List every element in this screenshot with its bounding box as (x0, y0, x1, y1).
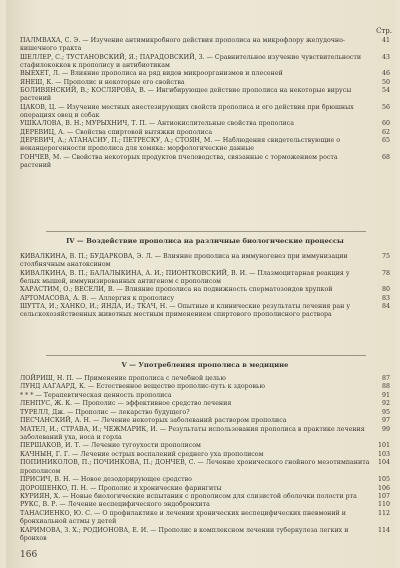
entry-title: Опытные и клинические результаты лечения ран у сельскохозяйственных животных местным применением спиртового прополисного раствора (20, 303, 351, 319)
entry-author: АРТОМАСОВА, А. В. — (20, 294, 97, 302)
entry-page: 68 (381, 153, 390, 161)
entry-page: 107 (377, 493, 390, 500)
entry-page: 41 (381, 37, 390, 44)
entry-page: 112 (377, 509, 390, 517)
toc-entry (20, 154, 390, 170)
entry-title: Прополис — лекарство будущего? (75, 408, 190, 416)
page-column-header: Стр. (376, 27, 392, 35)
section-v-entries (20, 375, 390, 543)
section-iv-entries (20, 253, 390, 320)
entry-title: Новое дезодорирующее средство (80, 476, 192, 484)
entry-title: Свойства спиртовой вытяжки прополиса (75, 128, 213, 136)
toc-entry (20, 295, 390, 303)
entry-page: 75 (381, 253, 390, 260)
entry-author: КИВАЛКИНА, В. П.; БУДАРКОВА, Э. Л. — (20, 253, 162, 260)
toc-entry (20, 409, 390, 417)
entry-page: 87 (381, 375, 390, 382)
entry-author: ЛОЙРИШ, Н. П. — (20, 375, 83, 382)
entry-page: 65 (381, 137, 390, 145)
entry-title: Лечение некоторых заболеваний раствором прополиса (101, 417, 287, 425)
entry-author: ЛУНД ААГААРД, К. — (20, 383, 95, 391)
entry-page: 62 (381, 128, 390, 136)
entry-title: Применение прополиса с лечебной целью (84, 375, 226, 382)
entry-page: 83 (381, 294, 390, 302)
book-page (6, 0, 396, 568)
entry-page: 103 (377, 450, 390, 458)
entry-author: ШУТТА, И.; ХАНКО, И.; ЯНДА, И.; ТКАЧ, Н. — (20, 303, 176, 311)
entry-author: ХАРАСТИМ, О.; ВЕСЕЛИ, В. — (20, 286, 123, 294)
entry-page: 46 (381, 70, 390, 78)
section-divider (46, 231, 366, 232)
section-divider (46, 355, 366, 356)
entry-page: 105 (377, 476, 390, 484)
entry-title: Прополис — эффективное средство лечения (82, 400, 232, 408)
entry-title: Результаты использования прополиса в практике лечения заболеваний уха, носа и горла (20, 425, 365, 441)
entry-author: ТУРЕЛЛ, Дж. — (20, 408, 74, 416)
toc-entry (20, 442, 390, 450)
entry-page: 50 (381, 78, 390, 86)
section-iv-title: IV — Воздействие прополиса на различные биологические процессы (66, 237, 344, 245)
toc-entry (20, 137, 390, 153)
entry-title: Аллергия к прополису (98, 294, 175, 302)
entry-page: 80 (381, 286, 390, 294)
entry-author: КАРИМОВА, З. Х.; РОДИОНОВА, Е. И. — (20, 526, 157, 534)
toc-entry (20, 79, 390, 87)
entry-page: 84 (381, 303, 390, 311)
entry-author: ЛЕНПУС, Ж. К. — (20, 400, 81, 408)
toc-entry (20, 459, 390, 475)
toc-entry (20, 87, 390, 103)
toc-entry (20, 120, 390, 128)
entry-page: 99 (381, 425, 390, 433)
toc-entry (20, 253, 390, 269)
entry-author: * * * — (20, 391, 42, 399)
entry-author: ЯНЕШ, К. — (20, 78, 62, 86)
toc-entry (20, 417, 390, 425)
page-number: 166 (20, 550, 38, 560)
section-3-entries (20, 37, 390, 170)
entry-title: Лечение острых воспалений среднего уха прополисом (80, 450, 264, 458)
entry-title: Естественное вещество прополис-путь к здоровью (96, 383, 265, 391)
entry-author: КУРИЯН, Х. — (20, 493, 69, 500)
entry-title: Лечение хронического гнойного мезотимпанита прополисом (20, 459, 370, 475)
entry-title: Изучение местных анестезирующих свойств прополиса и его действия при брюшных операциях овец и собак (20, 103, 354, 119)
entry-title: Лечение неспецифического эндобронхита (67, 501, 210, 509)
entry-author: ВЫЕХЕТ, Л. — (20, 70, 69, 78)
entry-title: Плазмоцитарная реакция у белых мышей, иммунизированных антигеном с прополисом (20, 269, 350, 285)
entry-author: УШКАЛОВА, В. Н.; МУРЫХНИЧ, Т. П. — (20, 120, 156, 128)
toc-entry (20, 286, 390, 294)
entry-page: 54 (381, 87, 390, 95)
entry-title: Влияние прополиса на подвижность сперматозоидов хрупкой (124, 286, 333, 294)
entry-title: О профилактике и лечении хронических неспецифических пневмоний и бронхиальной астмы у детей (20, 509, 346, 526)
toc-entry (20, 493, 390, 501)
entry-title: Прополис и хронические фарингиты (98, 484, 222, 492)
entry-page: 56 (381, 103, 390, 111)
toc-entry (20, 375, 390, 383)
entry-author: ДОРОШЕНКО, П. Н. — (20, 484, 97, 492)
entry-page: 97 (381, 417, 390, 425)
entry-title: Свойства некоторых продуктов пчеловодства, связанные с торможением роста растений (20, 153, 338, 169)
entry-author: КАЧНЫН, Г. Г. — (20, 450, 79, 458)
entry-title: Терапевтическая ценность прополиса (43, 391, 172, 399)
toc-entry (20, 400, 390, 408)
entry-author: ПЕРШАКОВ, И. Т. — (20, 442, 89, 450)
toc-entry (20, 129, 390, 137)
entry-author: ПЕСЧАНСКИЙ, А. Н. — (20, 417, 100, 425)
entry-author: ШЕЛЛЕР, С.; ТУСТАНОВСКИЙ, Я.; ПАРАДОВСКИЙ, З. — (20, 53, 213, 61)
entry-author: КИВАЛКИНА, В. П.; БАЛАЛЫКИНА, А. И.; ПИОНТКОВСКИЙ, В. И. — (20, 269, 256, 277)
entry-page: 101 (377, 442, 390, 450)
entry-title: Лечение тугоухости прополисом (90, 442, 201, 450)
toc-entry (20, 270, 390, 286)
entry-author: ПРИСИЧ, В. Н. — (20, 476, 79, 484)
entry-page: 104 (377, 459, 390, 467)
entry-author: ДЕРЕВИЦ, А. — (20, 128, 74, 136)
entry-title: Влияние прополиса на ряд видов микроорганизмов и плесеней (70, 70, 283, 78)
entry-page: 43 (381, 53, 390, 61)
toc-entry (20, 392, 390, 400)
entry-title: Изучение антимикробного действия прополиса на микрофлору желудочно-кишечного тракта (20, 37, 346, 53)
toc-entry (20, 383, 390, 391)
toc-entry (20, 451, 390, 459)
entry-page: 91 (381, 391, 390, 399)
entry-title: Прополис в комплексном лечении туберкулеза легких и бронхов (20, 526, 349, 542)
entry-author: БОЛИВЯНСКИЙ, В.; КОСЛЯРОВА, В. — (20, 87, 155, 95)
entry-title: Ингибирующее действие прополиса на некоторые вирусы растений (20, 87, 352, 103)
entry-author: МАТЕЛ, И.; СТРАВА, И.; ЧЕЖМАРИК, И. — (20, 425, 167, 433)
entry-page: 95 (381, 408, 390, 416)
entry-title: Антиокислительные свойства прополиса (157, 120, 294, 128)
entry-title: Сравнительное изучение чувствительности стафилококков к прополису и антибиотикам (20, 53, 362, 69)
entry-author: ЦАКОВ, Ц. — (20, 103, 65, 111)
toc-entry (20, 501, 390, 509)
entry-page: 92 (381, 400, 390, 408)
entry-author: ПАЛМВАХА, С. Э. — (20, 37, 89, 44)
entry-page: 114 (377, 526, 390, 534)
entry-page: 106 (377, 484, 390, 492)
toc-entry (20, 303, 390, 319)
toc-entry (20, 485, 390, 493)
entry-page: 78 (381, 269, 390, 277)
entry-author: ДЕРЕВИЧ, А.; АТАНАСИУ, П.; ПЕТРЕСКУ, А.; СТОЯН, М. — (20, 137, 221, 145)
entry-author: РУКС, В. Р. — (20, 501, 66, 509)
toc-entry (20, 510, 390, 526)
entry-title: Влияние прополиса на иммуногенез при иммунизации столбнячным анатоксином (20, 253, 348, 269)
entry-author: ГОНЧЕВ, М. — (20, 153, 70, 161)
toc-entry (20, 527, 390, 543)
toc-entry (20, 476, 390, 484)
entry-author: ТАНАСИЕНКО, Ю. С. — (20, 509, 101, 517)
entry-page: 110 (377, 501, 390, 509)
toc-entry (20, 426, 390, 442)
toc-entry (20, 54, 390, 70)
entry-title: Наблюдения свидетельствующие о неканцерогенности прополиса для хомяка: морфологические данные (20, 137, 341, 153)
entry-page: 60 (381, 120, 390, 128)
entry-title: Прополис и некоторые его свойства (63, 78, 185, 86)
toc-entry (20, 104, 390, 120)
entry-page: 88 (381, 383, 390, 391)
entry-author: ПОПИНИКОЛОВ, П.; ПОЧИНКОВА, П.; ДОНЧЕВ, С. — (20, 459, 204, 467)
entry-title: Новые биологические испытания с прополисом для слизистой оболочки полости рта (70, 493, 357, 500)
toc-entry (20, 70, 390, 78)
section-v-title: V — Употребления прополиса в медицине (121, 361, 289, 369)
toc-entry (20, 37, 390, 53)
